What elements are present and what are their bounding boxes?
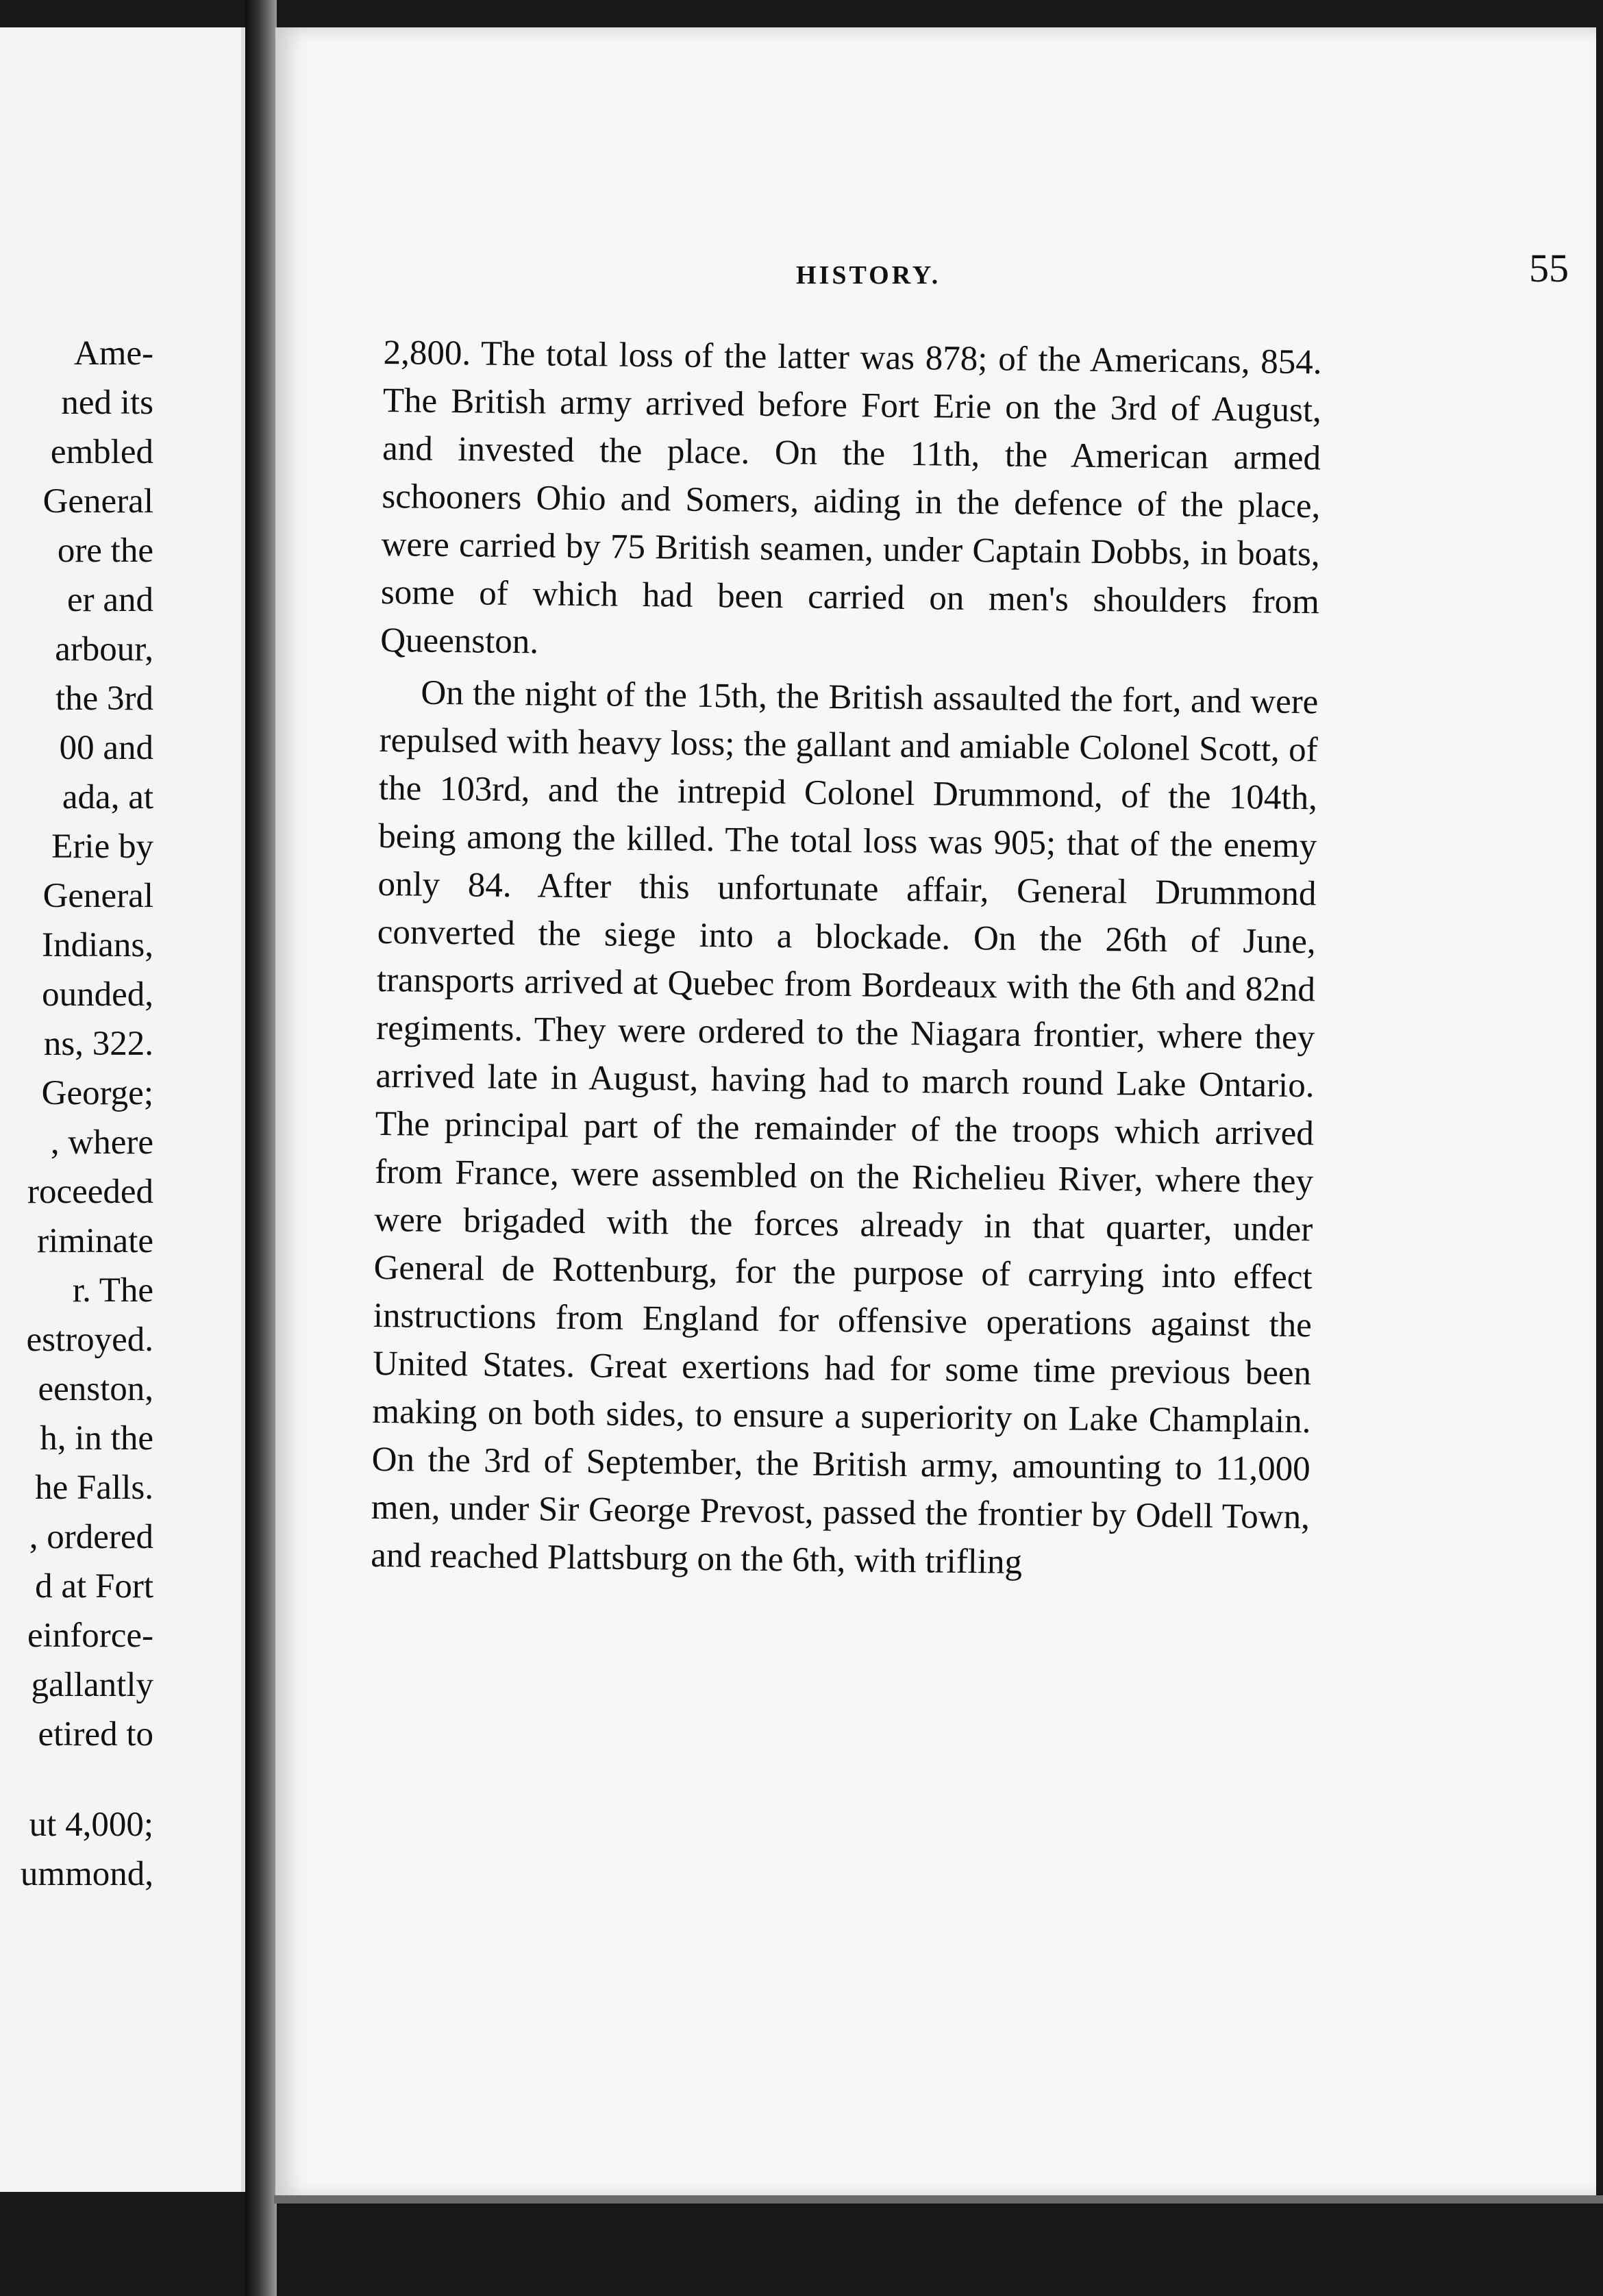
left-line: Indians, bbox=[42, 926, 153, 964]
left-line: ounded, bbox=[42, 975, 153, 1014]
left-line: etired to bbox=[38, 1715, 153, 1754]
left-line: , ordered bbox=[29, 1518, 153, 1556]
left-line: Erie by bbox=[51, 827, 153, 866]
left-line: Ame- bbox=[73, 334, 153, 373]
left-line: ned its bbox=[61, 384, 153, 422]
left-line: einforce- bbox=[27, 1617, 153, 1655]
page-bottom-edge bbox=[274, 2195, 1603, 2204]
left-line: General bbox=[42, 482, 153, 521]
right-page bbox=[275, 27, 1596, 2199]
book-gutter bbox=[245, 0, 277, 2296]
left-line: ummond, bbox=[20, 1855, 153, 1893]
left-line: the 3rd bbox=[55, 679, 153, 718]
left-line-gap bbox=[0, 1759, 153, 1800]
left-line: estroyed. bbox=[26, 1321, 153, 1359]
page-number: 55 bbox=[1529, 246, 1569, 290]
page-body bbox=[371, 329, 1322, 1589]
left-line: embled bbox=[50, 433, 153, 471]
left-line: ns, 322. bbox=[43, 1025, 153, 1063]
left-line: er and bbox=[66, 581, 153, 619]
left-line: he Falls. bbox=[35, 1469, 153, 1507]
left-line: riminate bbox=[37, 1222, 153, 1260]
paragraph: On the night of the 15th, the British assaulted the fort, and were repulsed with heavy loss; the gallant and amiable Colonel Scott, of the 103rd, and the intrepid Colonel Drummond, of the 104th, being among the killed. The total loss was 905; that of the enemy only 84. After this unfortunate affair, General Drummond converted the siege into a blockade. On the 26th of June, transports arrived at Quebec from Bordeaux with the 6th and 82nd regiments. They were ordered to the Niagara frontier, where they arrived late in August, having had to march round Lake Ontario. The principal part of the remainder of the troops which arrived from France, were assembled on the Richelieu River, where they were brigaded with the forces already in that quarter, under General de Rottenburg, for the purpose of carrying into effect instructions from England for offensive operations against the United States. Great exertions had for some time previous been making on both sides, to ensure a superiority on Lake Champlain. On the 3rd of September, the British army, amounting to 11,000 men, under Sir George Prevost, passed the frontier by Odell Town, and reached Plattsburg on the 6th, with trifling bbox=[370, 673, 1319, 1582]
paragraph: 2,800. The total loss of the latter was 878; of the Americans, 854. The British army arrived before Fort Erie on the 3rd of August, and invested the place. On the 11th, the American armed schooners Ohio and Somers, aiding in the defence of the place, were carried by 75 British seamen, under Captain Dobbs, in boats, some of which had been carried on men's shoulders from Queenston. bbox=[380, 333, 1322, 662]
left-line: h, in the bbox=[40, 1419, 153, 1458]
left-line: ut 4,000; bbox=[29, 1806, 153, 1844]
left-line: ada, at bbox=[62, 778, 153, 816]
left-facing-page bbox=[0, 27, 245, 2192]
left-line: eenston, bbox=[38, 1370, 153, 1408]
left-line: General bbox=[42, 877, 153, 915]
left-line: roceeded bbox=[27, 1173, 153, 1211]
left-line: , where bbox=[50, 1123, 153, 1162]
left-line: gallantly bbox=[31, 1666, 153, 1704]
left-line: George; bbox=[41, 1074, 153, 1112]
running-head: HISTORY. bbox=[796, 261, 941, 290]
left-line: r. The bbox=[72, 1271, 153, 1310]
left-line: 00 and bbox=[59, 729, 153, 767]
left-line: arbour, bbox=[55, 630, 153, 669]
left-line: ore the bbox=[57, 532, 153, 570]
left-page-text bbox=[0, 329, 153, 1899]
left-line: d at Fort bbox=[35, 1567, 153, 1606]
